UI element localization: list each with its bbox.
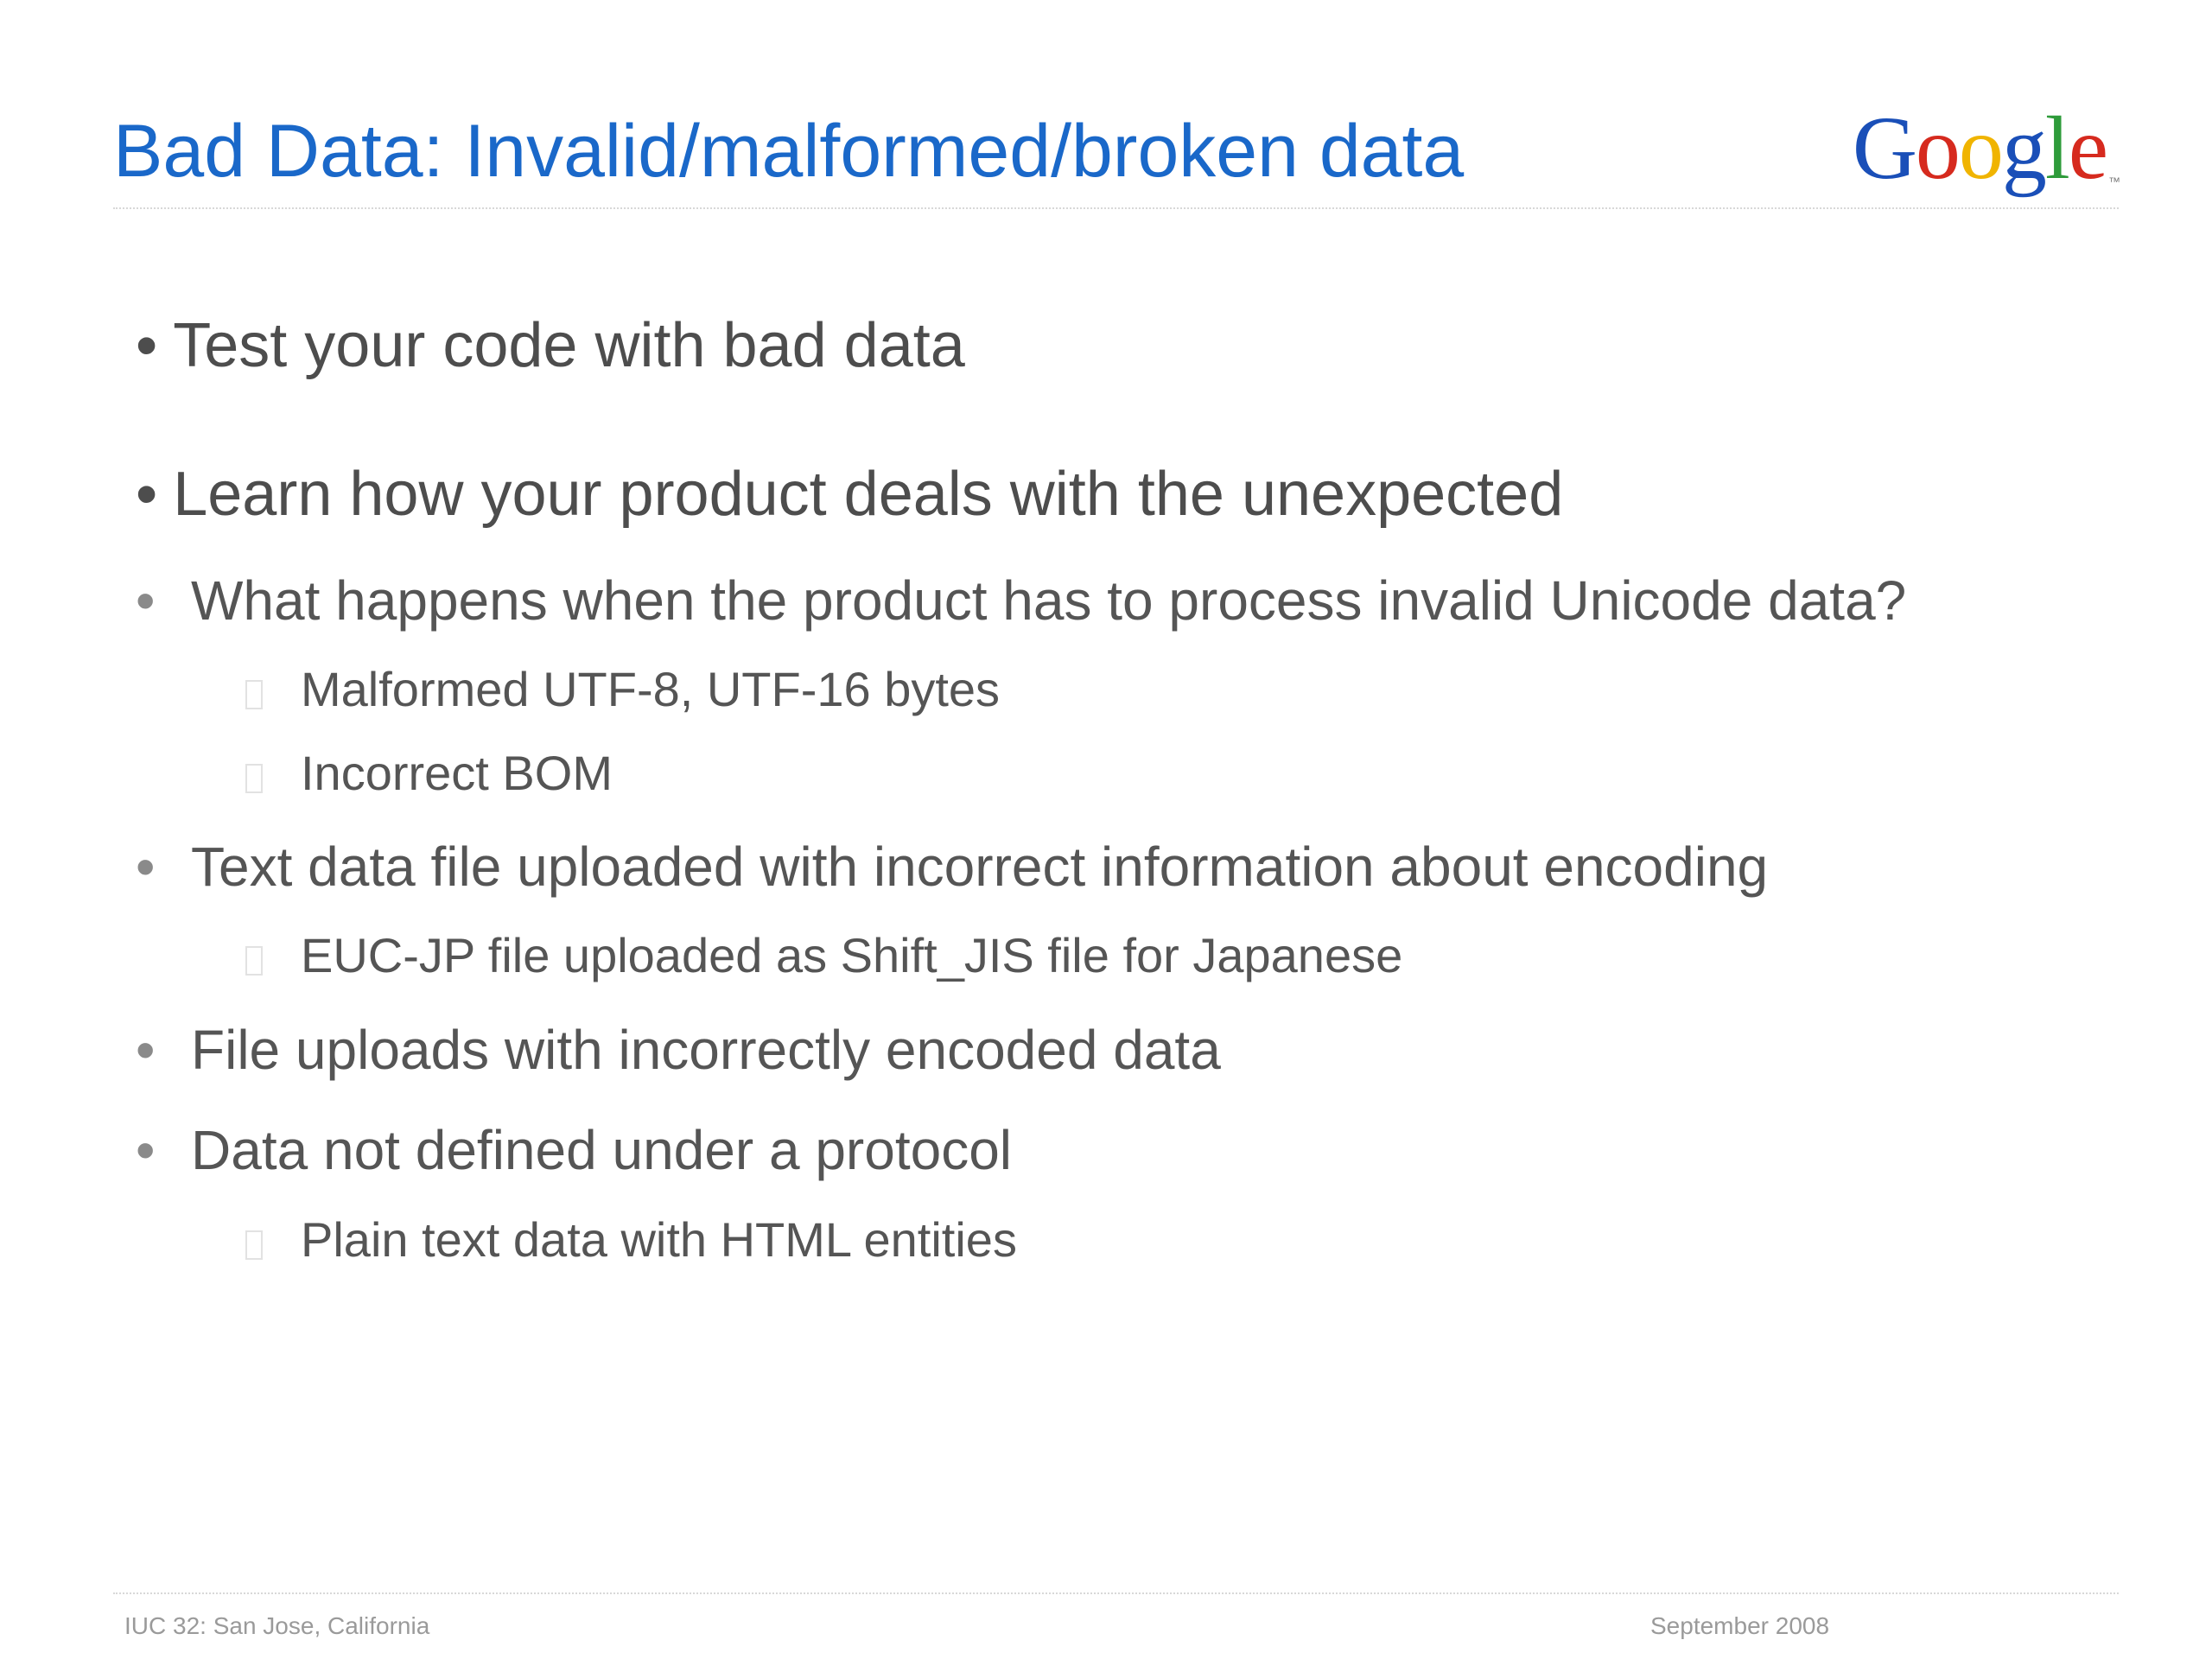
google-logo [1853, 97, 2119, 200]
logo-letter-e: e [2068, 99, 2107, 198]
square-bullet-icon [245, 1230, 263, 1260]
bullet-text: Incorrect BOM [301, 746, 613, 800]
sub-sub-bullet-euc-jp [245, 925, 1402, 986]
bullet-marker: • [136, 1019, 156, 1081]
square-bullet-icon [245, 680, 263, 709]
bullet-text: Data not defined under a protocol [191, 1119, 1012, 1181]
bullet-text: EUC-JP file uploaded as Shift_JIS file for Japanese [301, 928, 1403, 982]
slide-title: Bad Data: Invalid/malformed/broken data [113, 110, 1465, 193]
bullet-text: What happens when the product has to process invalid Unicode data? [191, 569, 1907, 632]
sub-sub-bullet-html-entities [245, 1210, 1017, 1270]
bullet-text: Learn how your product deals with the unexpected [173, 460, 1564, 529]
bullet-marker: • [136, 1119, 156, 1181]
logo-letter-g1: G [1852, 99, 1916, 198]
sub-sub-bullet-malformed-utf [245, 659, 1000, 720]
bullet-learn-unexpected [136, 455, 1563, 533]
footer-date: September 2008 [1650, 1612, 1830, 1639]
footer-conference: IUC 32: San Jose, California [124, 1612, 430, 1639]
bullet-test-bad-data [136, 307, 965, 385]
trademark-symbol: ™ [2108, 175, 2119, 188]
bullet-marker: • [136, 569, 156, 632]
bullet-marker: • [136, 460, 158, 529]
bullet-marker: • [136, 311, 158, 380]
footer-divider [113, 1592, 2119, 1594]
bullet-text: Malformed UTF-8, UTF-16 bytes [301, 662, 1001, 716]
logo-letter-o2: o [1958, 99, 2002, 198]
square-bullet-icon [245, 764, 263, 793]
logo-letter-o1: o [1915, 99, 1959, 198]
bullet-marker: • [136, 836, 156, 898]
logo-letter-g2: g [2001, 99, 2045, 198]
bullet-text: Plain text data with HTML entities [301, 1212, 1017, 1267]
bullet-text: File uploads with incorrectly encoded data [191, 1019, 1221, 1081]
bullet-text: Text data file uploaded with incorrect information about encoding [191, 836, 1769, 898]
square-bullet-icon [245, 946, 263, 976]
sub-bullet-protocol [136, 1116, 1012, 1185]
sub-sub-bullet-incorrect-bom [245, 743, 613, 804]
bullet-text: Test your code with bad data [173, 311, 965, 380]
logo-letter-l: l [2044, 99, 2069, 198]
title-divider [113, 207, 2119, 209]
sub-bullet-incorrectly-encoded [136, 1015, 1221, 1084]
sub-bullet-invalid-unicode [136, 566, 1906, 635]
sub-bullet-encoding-info [136, 832, 1768, 901]
